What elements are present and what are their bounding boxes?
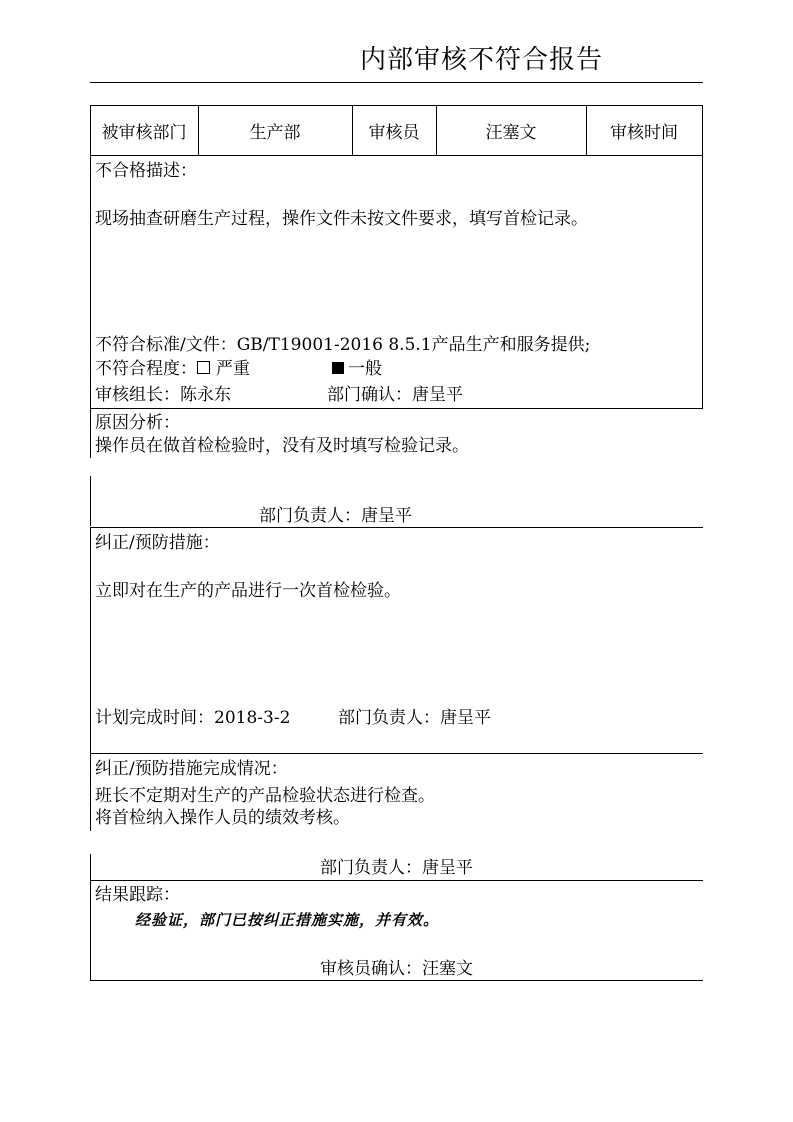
completion-bottom-border	[90, 880, 703, 881]
header-row-bottom-border	[90, 155, 703, 156]
completion-line2: 将首检纳入操作人员的绩效考核。	[95, 808, 350, 828]
corrective-plan-time: 计划完成时间：2018-3-2	[95, 708, 291, 728]
completion-label: 纠正/预防措施完成情况：	[95, 759, 288, 779]
degree-severe: 严重	[216, 359, 250, 379]
nonconformity-label: 不合格描述：	[95, 161, 197, 181]
auditor-value: 汪塞文	[485, 122, 537, 143]
dept-value: 生产部	[249, 122, 301, 143]
completion-left-border-upper	[90, 753, 91, 831]
title-underline	[90, 82, 703, 83]
followup-label: 结果跟踪：	[95, 885, 180, 905]
degree-general-item	[332, 358, 382, 380]
audit-leader: 审核组长：陈永东	[95, 385, 231, 405]
auditor-value-cell	[436, 105, 586, 155]
followup-left-border	[90, 880, 91, 980]
followup-bottom-border	[90, 980, 703, 981]
degree-label: 不符合程度：	[95, 359, 197, 379]
table-right-border	[702, 105, 703, 155]
general-checkbox-checked	[332, 362, 344, 374]
nonconformity-description: 现场抽查研磨生产过程，操作文件未按文件要求，填写首检记录。	[95, 209, 588, 229]
corrective-left-border	[90, 527, 91, 753]
time-label: 审核时间	[610, 122, 678, 143]
completion-left-border-lower	[90, 854, 91, 880]
followup-auditor-confirm: 审核员确认：汪塞文	[320, 959, 473, 979]
cause-left-border-upper	[90, 408, 91, 458]
dept-label-cell	[90, 105, 198, 155]
corrective-bottom-border	[90, 753, 703, 754]
time-label-cell	[586, 105, 702, 155]
dept-confirm: 部门确认：唐呈平	[327, 385, 463, 405]
severe-checkbox-unchecked	[197, 361, 210, 374]
cause-label: 原因分析：	[95, 413, 180, 433]
completion-responsible: 部门负责人：唐呈平	[320, 858, 473, 878]
nonconformity-bottom-border	[90, 408, 703, 409]
cause-responsible: 部门负责人：唐呈平	[259, 506, 412, 526]
cause-left-border-lower	[90, 476, 91, 526]
degree-general: 一般	[348, 359, 382, 379]
corrective-label: 纠正/预防措施：	[95, 533, 220, 553]
dept-label: 被审核部门	[101, 122, 187, 143]
nonconformity-right-border	[702, 155, 703, 408]
corrective-responsible: 部门负责人：唐呈平	[338, 708, 491, 728]
nonconformity-left-border	[90, 155, 91, 408]
page-title: 内部审核不符合报告	[360, 45, 604, 75]
auditor-label-cell	[352, 105, 436, 155]
followup-text: 经验证，部门已按纠正措施实施，并有效。	[135, 911, 440, 929]
nonconformity-standard: 不符合标准/文件：GB/T19001-2016 8.5.1产品生产和服务提供;	[95, 335, 591, 355]
cause-text: 操作员在做首检检验时，没有及时填写检验记录。	[95, 436, 469, 456]
auditor-label: 审核员	[368, 122, 420, 143]
completion-line1: 班长不定期对生产的产品检验状态进行检查。	[95, 786, 435, 806]
nonconformity-degree	[95, 358, 250, 380]
dept-value-cell	[198, 105, 352, 155]
corrective-text: 立即对在生产的产品进行一次首检检验。	[95, 581, 401, 601]
cause-bottom-border	[90, 527, 703, 528]
